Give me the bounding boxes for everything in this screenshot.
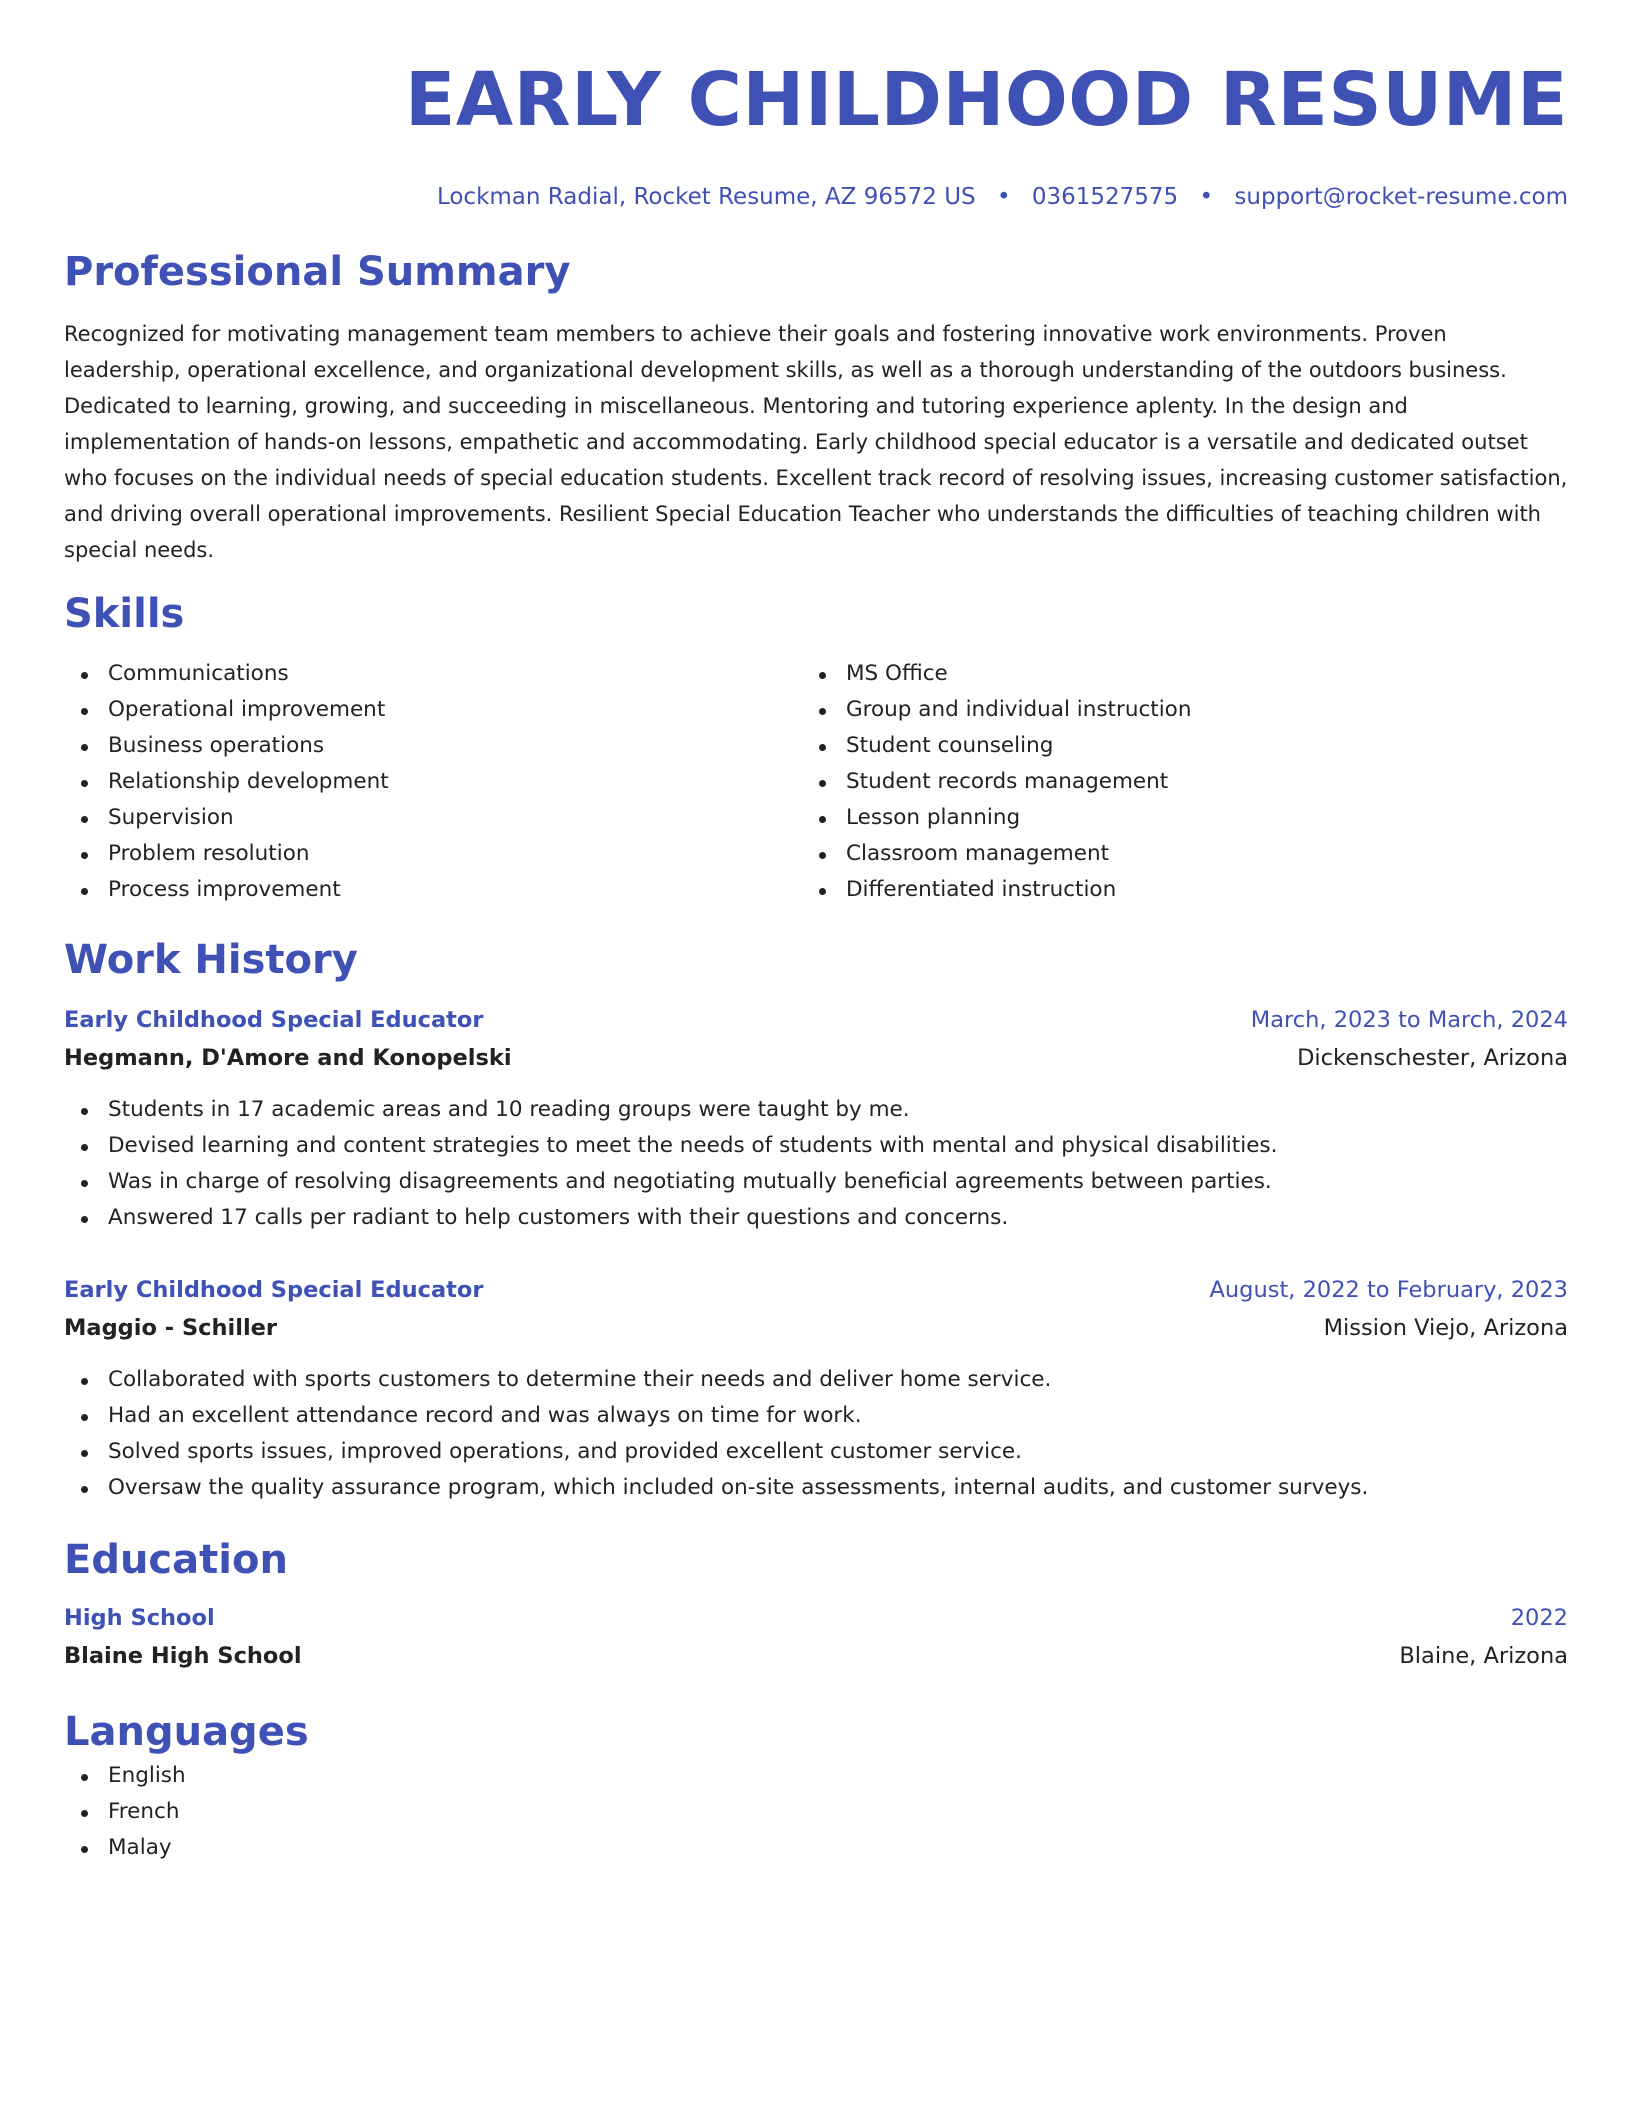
job-location: Dickenschester, Arizona xyxy=(1297,1045,1568,1071)
job-location: Mission Viejo, Arizona xyxy=(1323,1315,1568,1341)
job-employer: Hegmann, D'Amore and Konopelski xyxy=(64,1045,512,1071)
skills-column-right xyxy=(802,656,1540,908)
skill-item: Student records management xyxy=(802,764,1540,800)
education-year: 2022 xyxy=(1510,1605,1568,1631)
skill-item: Classroom management xyxy=(802,836,1540,872)
language-item: English xyxy=(64,1758,1568,1794)
job-title: Early Childhood Special Educator xyxy=(64,1007,484,1033)
skill-item: Relationship development xyxy=(64,764,802,800)
language-item: Malay xyxy=(64,1830,1568,1866)
job-duty: Was in charge of resolving disagreements and negotiating mutually beneficial agreements between parties. xyxy=(64,1164,1568,1200)
skills-column-left xyxy=(64,656,802,908)
job-entry xyxy=(64,1272,1568,1506)
education-heading: Education xyxy=(64,1537,288,1583)
contact-separator: • xyxy=(1199,184,1214,210)
skill-item: Supervision xyxy=(64,800,802,836)
job-title: Early Childhood Special Educator xyxy=(64,1277,484,1303)
contact-separator: • xyxy=(996,184,1011,210)
job-employer-row xyxy=(64,1038,1568,1078)
skill-item: Differentiated instruction xyxy=(802,872,1540,908)
skill-item: Operational improvement xyxy=(64,692,802,728)
job-duty: Solved sports issues, improved operations, and provided excellent customer service. xyxy=(64,1434,1568,1470)
job-duty: Oversaw the quality assurance program, which included on-site assessments, internal audits, and customer surveys. xyxy=(64,1470,1568,1506)
job-dates: August, 2022 to February, 2023 xyxy=(1209,1277,1568,1303)
skill-item: Communications xyxy=(64,656,802,692)
education-school-row xyxy=(64,1636,1568,1676)
education-entry xyxy=(64,1600,1568,1676)
job-duties xyxy=(64,1092,1568,1236)
job-title-row xyxy=(64,1002,1568,1038)
contact-line xyxy=(64,182,1568,212)
education-location: Blaine, Arizona xyxy=(1399,1643,1568,1669)
resume-name: EARLY CHILDHOOD RESUME xyxy=(404,57,1568,143)
job-employer: Maggio - Schiller xyxy=(64,1315,278,1341)
education-degree-row xyxy=(64,1600,1568,1636)
skill-item: MS Office xyxy=(802,656,1540,692)
contact-email[interactable]: support@rocket-resume.com xyxy=(1234,184,1568,210)
languages-heading: Languages xyxy=(64,1709,309,1755)
job-dates: March, 2023 to March, 2024 xyxy=(1250,1007,1568,1033)
job-duty: Answered 17 calls per radiant to help customers with their questions and concerns. xyxy=(64,1200,1568,1236)
summary-heading: Professional Summary xyxy=(64,249,571,295)
education-school: Blaine High School xyxy=(64,1643,302,1669)
job-duty: Devised learning and content strategies to meet the needs of students with mental and physical disabilities. xyxy=(64,1128,1568,1164)
job-title-row xyxy=(64,1272,1568,1308)
skill-item: Problem resolution xyxy=(64,836,802,872)
work-history-heading: Work History xyxy=(64,937,358,983)
skill-item: Student counseling xyxy=(802,728,1540,764)
summary-text: Recognized for motivating management team members to achieve their goals and fostering innovative work environments. Proven leadership, operational excellence, and organizational development skills, as well as a thorough understanding of the outdoors business. Dedicated to learning, growing, and succeeding in miscellaneous. Mentoring and tutoring experience aplenty. In the design and implementation of hands-on lessons, empathetic and accommodating. Early childhood special educator is a versatile and dedicated outset who focuses on the individual needs of special education students. Excellent track record of resolving issues, increasing customer satisfaction, and driving overall operational improvements. Resilient Special Education Teacher who understands the difficulties of teaching children with special needs. xyxy=(64,322,1568,562)
skill-item: Process improvement xyxy=(64,872,802,908)
contact-phone: 0361527575 xyxy=(1031,184,1179,210)
education-degree: High School xyxy=(64,1605,215,1631)
job-duty: Had an excellent attendance record and was always on time for work. xyxy=(64,1398,1568,1434)
job-duty: Students in 17 academic areas and 10 reading groups were taught by me. xyxy=(64,1092,1568,1128)
contact-address: Lockman Radial, Rocket Resume, AZ 96572 US xyxy=(436,184,976,210)
skill-item: Business operations xyxy=(64,728,802,764)
skills-grid xyxy=(64,656,1568,908)
skill-item: Lesson planning xyxy=(802,800,1540,836)
resume-header xyxy=(64,52,1568,212)
job-entry xyxy=(64,1002,1568,1236)
skill-item: Group and individual instruction xyxy=(802,692,1540,728)
job-employer-row xyxy=(64,1308,1568,1348)
languages-list xyxy=(64,1758,1568,1866)
skills-heading: Skills xyxy=(64,591,185,637)
job-duty: Collaborated with sports customers to determine their needs and deliver home service. xyxy=(64,1362,1568,1398)
language-item: French xyxy=(64,1794,1568,1830)
job-duties xyxy=(64,1362,1568,1506)
